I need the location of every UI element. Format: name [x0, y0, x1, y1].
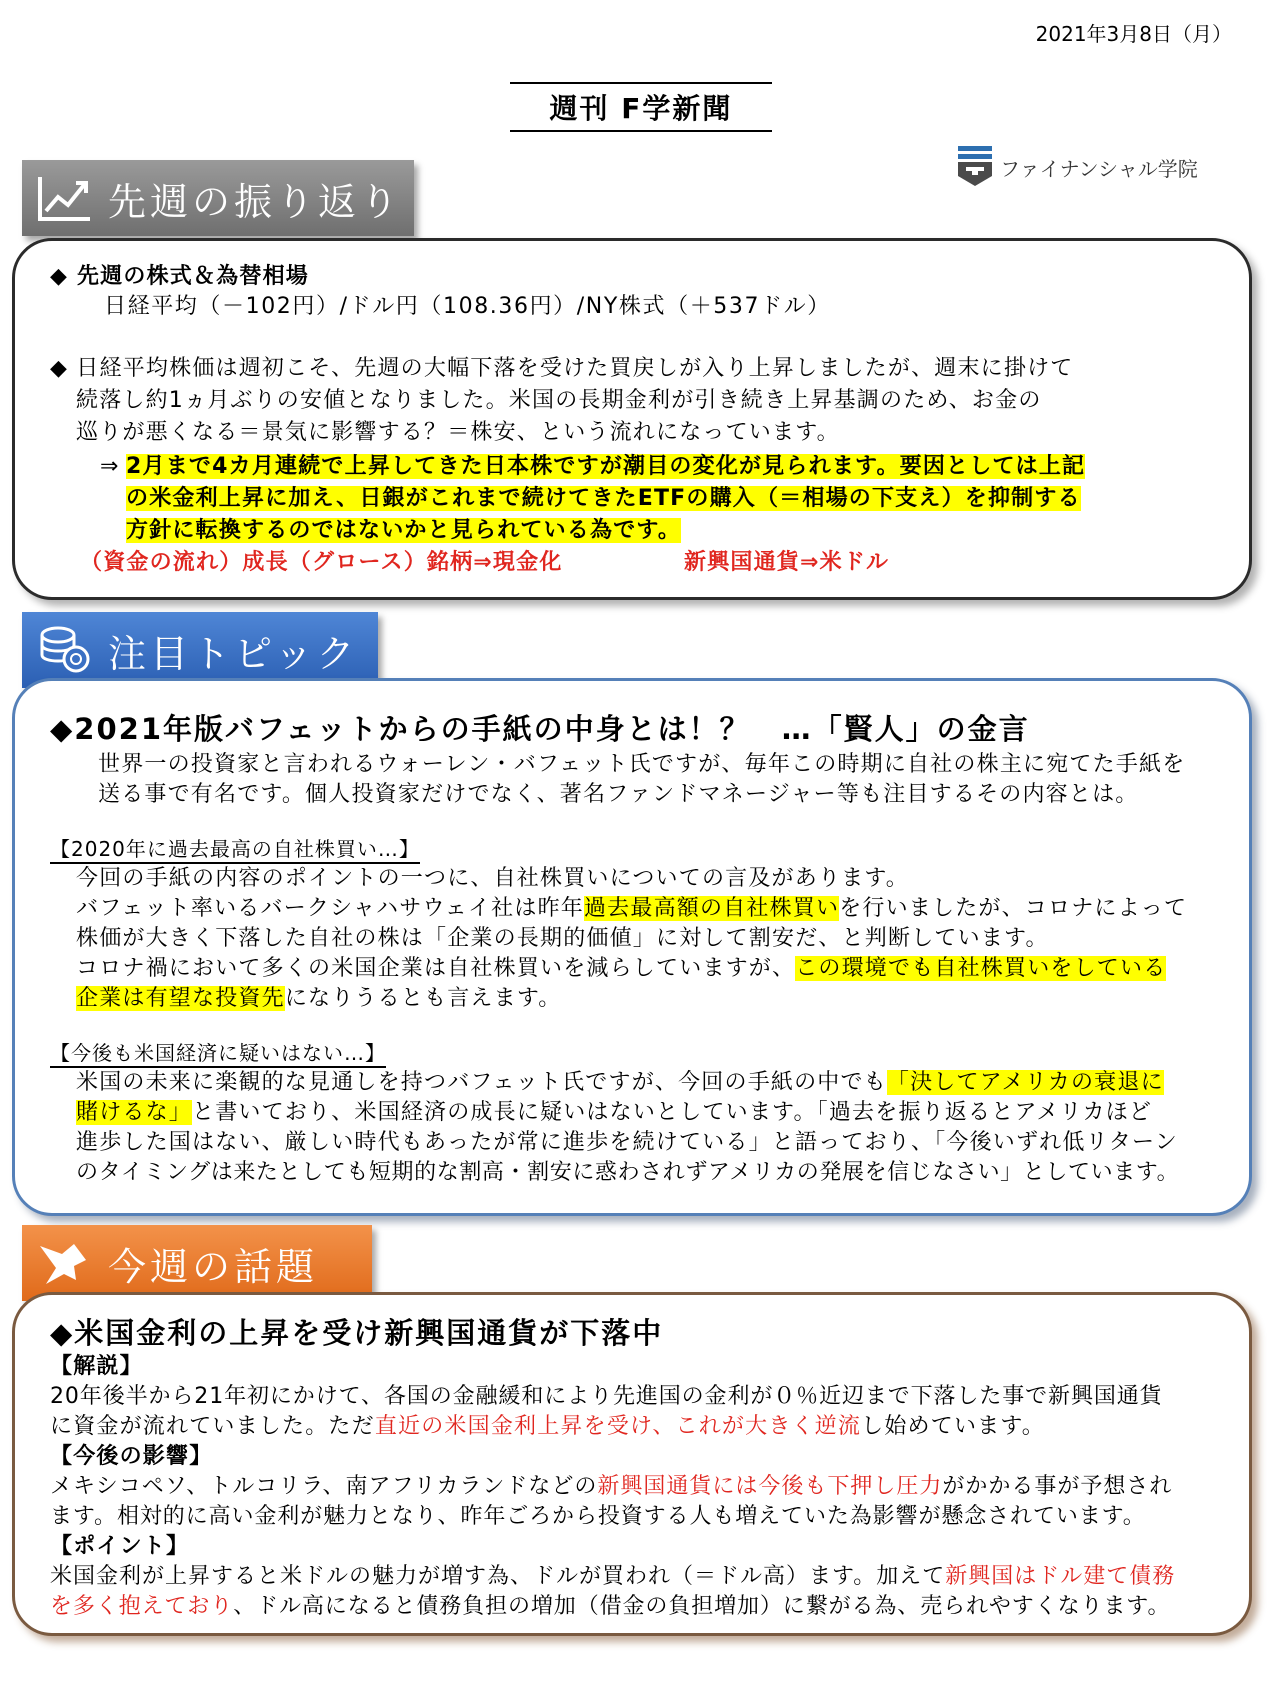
body-line: ます。相対的に高い金利が魅力となり、昨年ごろから投資する人も増えていた為影響が懸念されています。 [50, 1504, 1146, 1529]
section-tab-label: 先週の振り返り [108, 179, 403, 224]
para-line: ◆ 日経平均株価は週初こそ、先週の大幅下落を受けた買戻しが入り上昇しましたが、週末に掛けて [50, 356, 1074, 381]
chart-trend-icon [34, 168, 94, 228]
body-line [76, 984, 561, 1014]
school-logo-icon [958, 146, 992, 188]
highlight-text: 2月まで4カ月連続で上昇してきた日本株ですが潮目の変化が見られます。要因としては上記 [126, 454, 1086, 479]
intro-line: 世界一の投資家と言われるウォーレン・バフェット氏ですが、毎年この時期に自社の株主に宛てた手紙を [98, 752, 1186, 777]
highlight-line [126, 484, 1081, 514]
body-text: し始めています。 [861, 1414, 1045, 1439]
red-text: を多く抱えており [50, 1594, 234, 1619]
subheading-text: 【2020年に過去最高の自社株買い…】 [50, 837, 420, 864]
para-line: 続落し約1ヵ月ぶりの安値となりました。米国の長期金利が引き続き上昇基調のため、お金の [76, 388, 1042, 413]
body-text: と書いており、米国経済の成長に疑いはないとしています。「過去を振り返るとアメリカほど [192, 1100, 1153, 1125]
body-line [76, 954, 1166, 984]
body-line: のタイミングは来たとしても短期的な割高・割安に惑わされずアメリカの発展を信じなさい」としています。 [76, 1160, 1180, 1185]
body-line [50, 1592, 1170, 1622]
label-impact: 【今後の影響】 [50, 1444, 213, 1469]
arrow-mark: ⇒ [100, 454, 120, 479]
body-text: コロナ禍において多くの米国企業は自社株買いを減らしていますが、 [76, 956, 796, 981]
highlight-line [126, 452, 1085, 482]
body-text: 米国の未来に楽観的な見通しを持つバフェット氏ですが、今回の手紙の中でも [76, 1070, 887, 1095]
body-text: 米国金利が上昇すると米ドルの魅力が増す為、ドルが買われ（＝ドル高）ます。加えて [50, 1564, 946, 1589]
subheading-text: 【今後も米国経済に疑いはない…】 [50, 1041, 386, 1068]
subheading-buyback [50, 834, 420, 865]
section-tab-topic [22, 612, 378, 688]
body-text: に資金が流れていました。ただ [50, 1414, 375, 1439]
highlight-text: 賭けるな」 [76, 1100, 193, 1125]
body-line [76, 1068, 1164, 1098]
body-line: 進歩した国はない、厳しい時代もあったが常に進歩を続けている」と語っており、「今後いずれ低リターン [76, 1130, 1178, 1155]
market-summary: 日経平均（－102円）/ドル円（108.36円）/NY株式（＋537ドル） [104, 294, 831, 319]
body-line [76, 1098, 1152, 1128]
body-text: メキシコペソ、トルコリラ、南アフリカランドなどの [50, 1474, 598, 1499]
section-tab-label: 注目トピック [108, 631, 359, 676]
newsletter-title-frame [510, 82, 772, 132]
newsletter-title: 週刊 F学新聞 [549, 92, 733, 125]
para-line: 巡りが悪くなる＝景気に影響する？＝株安、という流れになっています。 [76, 420, 840, 445]
red-text: 新興国はドル建て債務 [945, 1564, 1176, 1589]
news-heading: ◆米国金利の上昇を受け新興国通貨が下落中 [50, 1316, 664, 1350]
issue-date: 2021年3月8日（月） [1035, 22, 1232, 46]
body-line: 今回の手紙の内容のポイントの一つに、自社株買いについての言及があります。 [76, 866, 910, 891]
red-text: 新興国通貨には今後も下押し圧力 [597, 1474, 943, 1499]
body-text: 、ドル高になると債務負担の増加（借金の負担増加）に繋がる為、売られやすくなります。 [233, 1594, 1171, 1619]
capital-flow-note: （資金の流れ）成長（グロース）銘柄⇒現金化 [80, 550, 563, 575]
body-line [76, 894, 1187, 924]
intro-line: 送る事で有名です。個人投資家だけでなく、著名ファンドマネージャー等も注目するその内容とは。 [98, 782, 1139, 807]
highlight-text: の米金利上昇に加え、日銀がこれまで続けてきたETFの購入（＝相場の下支え）を抑制する [126, 486, 1081, 511]
section-tab-label: 今週の話題 [108, 1244, 319, 1289]
highlight-line [126, 516, 681, 546]
coins-icon [34, 620, 94, 680]
pushpin-icon [34, 1233, 94, 1293]
section-tab-this-week [22, 1225, 372, 1301]
highlight-text: この環境でも自社株買いをしている [795, 956, 1167, 981]
red-text: 直近の米国金利上昇を受け、これが大きく逆流 [374, 1414, 862, 1439]
section-tab-last-week [22, 160, 414, 236]
highlight-text: 方針に転換するのではないかと見られている為です。 [126, 518, 682, 543]
label-explanation: 【解説】 [50, 1354, 143, 1379]
currency-flow-note: 新興国通貨⇒米ドル [684, 550, 890, 575]
market-heading: ◆ 先週の株式＆為替相場 [50, 264, 309, 289]
body-line [50, 1472, 1172, 1502]
subheading-economy [50, 1038, 386, 1069]
body-line [50, 1562, 1175, 1592]
topic-heading: ◆2021年版バフェットからの手紙の中身とは！？ …「賢人」の金言 [50, 712, 1030, 746]
body-text: がかかる事が予想され [942, 1474, 1173, 1499]
highlight-text: 過去最高額の自社株買い [583, 896, 840, 921]
logo-text: ファイナンシャル学院 [1000, 156, 1198, 181]
label-point: 【ポイント】 [50, 1534, 190, 1559]
highlight-text: 企業は有望な投資先 [76, 986, 285, 1011]
body-text: になりうるとも言えます。 [284, 986, 562, 1011]
body-line: 20年後半から21年初にかけて、各国の金融緩和により先進国の金利が０％近辺まで下落した事で新興国通貨 [50, 1384, 1163, 1409]
highlight-text: 「決してアメリカの衰退に [886, 1070, 1164, 1095]
body-text: を行いましたが、コロナによって [839, 896, 1188, 921]
body-line: 株価が大きく下落した自社の株は「企業の長期的価値」に対して割安だ、と判断しています。 [76, 926, 1049, 951]
body-text: バフェット率いるバークシャハサウェイ社は昨年 [76, 896, 584, 921]
body-line [50, 1412, 1045, 1442]
logo [958, 146, 1198, 188]
